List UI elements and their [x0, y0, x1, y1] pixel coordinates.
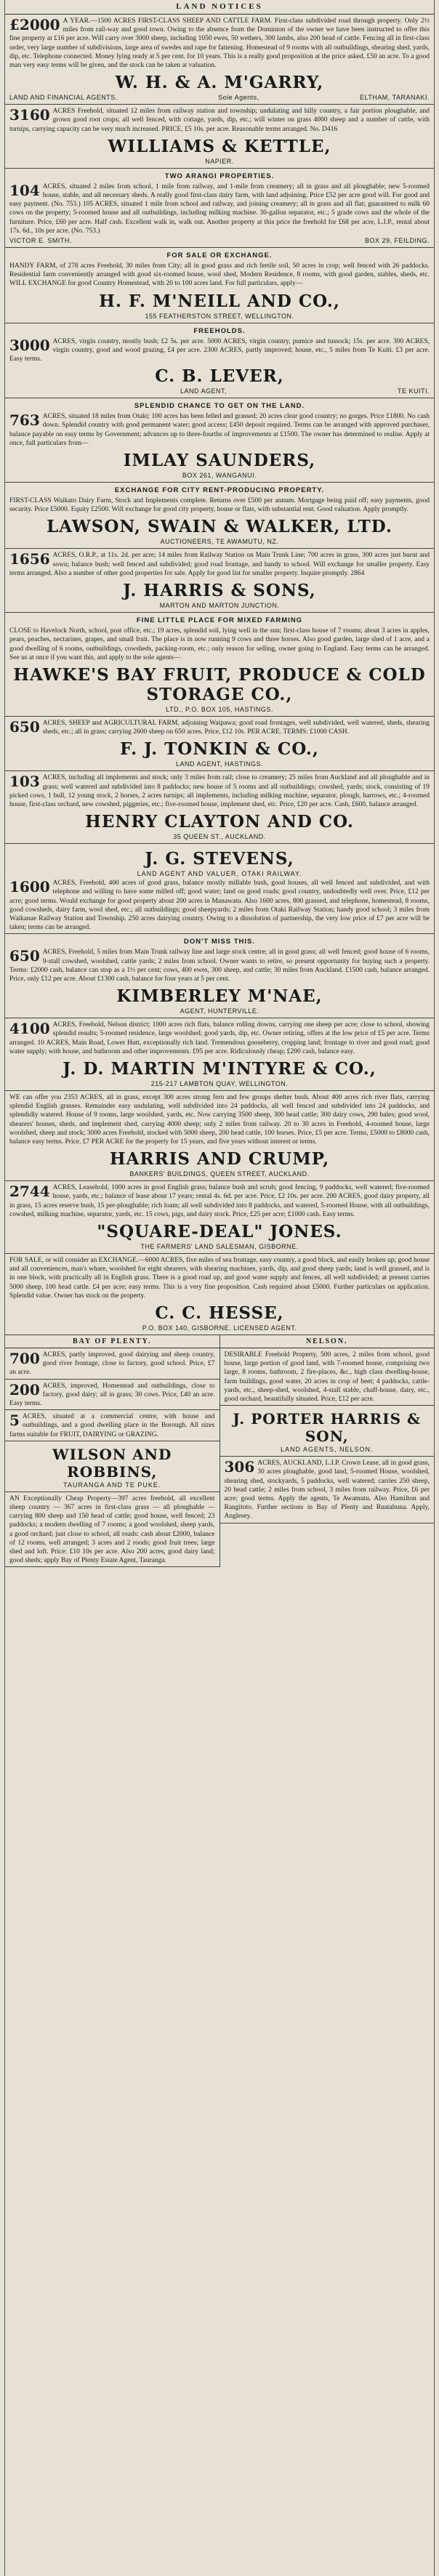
advertisement [5, 613, 434, 717]
advertisement [5, 934, 434, 1018]
ad-body [9, 262, 430, 289]
advertisement [5, 1441, 220, 1492]
advertisements [5, 15, 434, 1335]
ad-footer [9, 1243, 430, 1250]
advertisement [5, 549, 434, 613]
ad-body [9, 551, 430, 578]
ad-body [9, 948, 430, 983]
ad-text: ACRES, partly improved, good dairying and sheep country, good river frontage, close to factory, good school. Price, £7 an acre. [9, 1351, 215, 1377]
ad-text: DESIRABLE Freehold Property, 500 acres, 2 miles from school, good house, large portion of good land, with 7-roomed house, comprising two large, 8 rooms, bathroom, 2 fire-places, &c., high class dwelling-house, farm buildings, good water, 20 acres in crop of beet; 4 paddocks, cattle-yards, etc., sheep-shed, woolshed, 4-stall stable, chaff-house, dairy, etc., good orchard, beautifully situated. Price, £12 per acre. [224, 1351, 430, 1404]
ad-footer [9, 1170, 430, 1178]
left-column-title: BAY OF PLENTY. [5, 1335, 220, 1348]
footer-mid: 155 FEATHERSTON STREET, WELLINGTON. [145, 312, 294, 320]
left-column-ads [5, 1348, 220, 1567]
advertisement [5, 1410, 220, 1441]
ad-footer [9, 158, 430, 165]
ad-text: ACRES, improved, Homestead and outbuildings, close to factory, good dairy; all in grass; 30 cows. Price, £40 an acre. Easy terms. [9, 1382, 215, 1408]
right-column [220, 1335, 435, 1567]
ad-footer [9, 1080, 430, 1087]
ad-text: ACRES Freehold, situated 12 miles from railway station and township; undulating and hilly country, a fair portion ploughable, and grown good root crops; all well fenced, with cottage, yards, dip, etc.; will winter on grass 4000 sheep and a number of cattle, with turnips, carrying capacity can be very much increased. PRICE, £5 10s. per acre. Reasonable terms arranged. No. D416 [9, 108, 430, 133]
ad-body [9, 182, 430, 236]
ad-text: WE can offer you 2353 ACRES, all in grass, except 300 acres strong fern and few groups shelter bush. About 400 acres rich river flats, carrying splendid English grasses. Remainder easy undulating, well subdivided into 24 paddocks, all well fenced and subdivided into 24 paddocks, and splendidly watered. House of 9 rooms, large woolshed, yards, etc. Now carrying 3500 sheep, 300 head cattle; 300 dairy cows, 290 bales; good wool, shearers' houses, sheds, and implement shed, carrying 4000 sheep; only 2 miles from railway. 20 to 30 acres in Freehold, 4-roomed house, large woolshed, sheep and stock; 3000 acres Freehold, stocked with 5000 sheep, 200 head cattle, 100 horses. Price, £5 per acre. Terms, £5000 to £8000 cash, balance easy terms. Price, £7 PER ACRE for the property for 15 years, and five years without interest or terms. [9, 1093, 430, 1146]
agent-name: HARRIS AND CRUMP, [109, 1149, 330, 1170]
ad-footer [9, 538, 430, 545]
advertisement [5, 1181, 434, 1254]
ad-lead-number: 103 [9, 773, 40, 791]
advertisement [5, 105, 434, 169]
ad-footer [9, 760, 430, 768]
ad-text: ACRES, situated 2 miles from school, 1 mile from railway, and 1-mile from creamery; all in grass and all ploughable; new 5-roomed house, stable, and all necessary sheds. A really good first-class dairy farm, with land adjoining. Price £52 per acre good will. For good and easy payment. (No. 753.) 105 ACRES, situated 1 mile from school and railway, and joining creamery; all in grass and all flat; guaranteed to milk 60 cows on the property; 5-roomed house and all outbuildings, including milking machine. 30-gallon separator, etc.; 5 grade cows and the whole of the furniture. Price, £60 per acre. Half cash. Excellent walk in, walk out. Another property at this price the freehold for £68 per acre, L.I.P., rental about 17s. 6d., 10s per acre. (No. 753.) [9, 182, 430, 235]
ad-text: ACRES, AUCKLAND, L.I.P. Crown Lease, all in good grass, 30 acres ploughable, good land, 5-roomed House, woolshed, shearing shed, stockyards, 5 paddocks, well watered; carries 250 sheep, 20 head cattle; 2 miles from school, 3 miles from railway. Price, £6 per acre; good terms. Apply the agents, Te Awamutu. Also Hamilton and Rangitoto. Further sections in Bay of Plenty and Ruatahuna. Apply, Anglesey. [224, 1460, 430, 1521]
footer-mid: LAND AGENT, [180, 387, 227, 395]
ad-body [9, 412, 430, 448]
advertisement [220, 1457, 435, 1523]
agent-name: C. C. HESSE, [155, 1303, 284, 1324]
footer-mid: LAND AGENT, HASTINGS. [175, 760, 264, 768]
ad-text: FIRST-CLASS Waikato Dairy Farm, Stock and Implements complete. Returns over £500 per annum. Mortgage being paid off; easy payments, good security. Price £5000. Equity £2500. Will exchange for good city property, house or flats, with substantial rent. Good valuation. Apply promptly. [9, 497, 430, 514]
footer-mid: BOX 261, WANGANUI. [182, 472, 257, 480]
ad-heading: DON'T MISS THIS. [184, 938, 255, 946]
agent-name: W. H. & A. M'GARRY, [115, 73, 324, 93]
ad-text: ACRES, situated 18 miles from Otaki; 100 acres has been felled and grassed; 20 acres clear good country; no gorges. Price £1800. No cash down. Splendid country with good permanent water; good access; £450 deposit required. Terms can be arranged with approved purchaser, balance payable on easy terms by Government; advances up to three-fourths of improvements at £1500. The owner has determined to realise. Apply at once, full particulars from— [9, 413, 430, 447]
ad-lead-number: 104 [9, 181, 40, 199]
ad-body [9, 1256, 430, 1300]
agent-name: WILLIAMS & KETTLE, [108, 136, 331, 156]
ad-body [9, 1183, 430, 1219]
ad-body [9, 1021, 430, 1056]
ad-lead-number: 3000 [9, 336, 50, 354]
advertisement [5, 1091, 434, 1181]
ad-footer [9, 602, 430, 609]
ad-lead-number: 4100 [9, 1020, 50, 1038]
section-title: LAND NOTICES [5, 0, 434, 15]
footer-right: ELTHAM, TARANAKI. [359, 94, 430, 102]
ad-text: FOR SALE, or will consider an EXCHANGE.—6000 ACRES, five miles of sea frontage, easy country, a good block, and easily broken up; good house and all conveniences, man's whare, woolshed for eight shearers, with shearing machines, yards, dip, and good sheep yards; land is well grassed, and is in one block, with practically all in English grass. There is a good road up, and good water supply and fences, all well subdivided; at present carries 5000 sheep, 100 head cattle. £4 per acre; easy terms. This is a very fine proposition. Cash required about £5000. Further particulars on application. Splendid value. Owner has stock on the property. [9, 1257, 430, 1300]
ad-text: ACRES, Freehold, 5 miles from Main Trunk railway line and large stock centre; all in good grass; all well fenced; good house of 6 rooms, 9-stall cowshed, woolshed, cattle yards; 2 miles from school. Owner wants to retire, so present opportunity for buying such a property. Terms: £2000 cash, balance can stop as a 1½ per cent; cows, 400 ewes, 300 sheep, and cattle; 30 miles from Auckland. £1500 cash, balance arranged. Price, only £12 per acre. About £1300 cash, balance for four years at 5 per cent. [9, 949, 430, 983]
agent-name: HAWKE'S BAY FRUIT, PRODUCE & COLD STORAGE CO., [13, 664, 426, 704]
agent-name: H. F. M'NEILL AND CO., [99, 291, 340, 311]
ad-lead-number: 700 [9, 1350, 40, 1368]
ad-body [225, 1351, 430, 1404]
ad-text: A YEAR.—1500 ACRES FIRST-CLASS SHEEP AND CATTLE FARM. First-class subdivided road through property. Only 2½ miles from rail-way and good town. Owing to the absence from the Dominion of the owner we have been instructed to offer this fine property at £16 per acre. Will carry over 3000 sheep, including 1050 ewes, 50 wethers, 300 lambs, also 200 head of cattle. Fencing all in first-class order, very large number of subdivisions, large area of swedes and rape for fattening. Homestead of 9 rooms with all outbuildings, shearing shed, yards, dip, etc. Telephone connected. Money lying ready at 5 per cent. for 10 years. This is a really good proposition at the price asked, £50 an acre. To a good man very easy terms will be given, and the stock can be taken at valuation. [9, 17, 430, 70]
advertisement [220, 1348, 435, 1406]
agent-address: TAURANGA AND TE PUKE. [63, 1481, 161, 1489]
footer-mid: NAPIER. [205, 157, 234, 165]
advertisement [5, 1348, 220, 1380]
advertisement [5, 169, 434, 248]
footer-mid: 35 QUEEN ST., AUCKLAND. [173, 833, 266, 841]
agent-address: LAND AGENT AND VALUER, OTAKI RAILWAY. [137, 870, 302, 878]
agent-name: J. HARRIS & SONS, [123, 581, 316, 601]
agent-name: F. J. TONKIN & CO., [120, 739, 319, 760]
right-column-title: NELSON. [220, 1335, 435, 1348]
ad-lead-number: 763 [9, 411, 40, 430]
ad-lead-number: 1600 [9, 878, 50, 896]
agent-name: J. G. STEVENS, [145, 849, 294, 869]
footer-mid: LTD., P.O. BOX 105, HASTINGS. [166, 705, 273, 713]
ad-body [9, 1412, 215, 1439]
agent-name: J. D. MARTIN M'INTYRE & CO., [63, 1058, 376, 1079]
ad-text: CLOSE to Havelock North, school, post office, etc.; 19 acres, splendid soil, lying well in the sun; first-class house of 7 rooms; about 3 acres in apples, pears, peaches, nectarines, grapes, and small fruit. The place is in now running 9 cows and three horses. Also good garden, large shed of 1 acre, and a good dwelling of 6 rooms, outbuildings, cowsheds, packing-room, etc.; only reason for selling, owner going to England. Easy terms can be arranged. See us at once if you want this, and apply to the sole agents— [9, 627, 430, 661]
footer-left: LAND AND FINANCIAL AGENTS. [9, 94, 118, 102]
ad-heading: FOR SALE OR EXCHANGE. [166, 251, 273, 260]
agent-address: LAND AGENTS, NELSON. [280, 1446, 374, 1454]
footer-mid: THE FARMERS' LAND SALESMAN, GISBORNE. [140, 1243, 299, 1250]
advertisement [5, 771, 434, 844]
footer-mid: AGENT, HUNTERVILLE. [180, 1007, 259, 1015]
ad-footer [9, 387, 430, 395]
advertisement [5, 717, 434, 771]
footer-mid: 215-217 LAMBTON QUAY, WELLINGTON. [150, 1079, 289, 1087]
ad-heading: SPLENDID CHANCE TO GET ON THE LAND. [134, 402, 305, 411]
agent-name: IMLAY SAUNDERS, [123, 451, 316, 471]
ad-body [9, 337, 430, 364]
ad-body [9, 17, 430, 70]
ad-lead-number: 650 [9, 717, 40, 736]
advertisement [5, 248, 434, 323]
advertisement [5, 1492, 220, 1568]
ad-body [9, 496, 430, 514]
ad-lead-number: 650 [9, 947, 40, 965]
footer-mid: P.O. BOX 140, GISBORNE. LICENSED AGENT. [142, 1324, 297, 1332]
agent-name: WILSON AND ROBBINS, [52, 1445, 172, 1481]
ad-body [9, 879, 430, 932]
ad-body [9, 1382, 215, 1409]
advertisement [5, 483, 434, 549]
ad-body [9, 1351, 215, 1377]
ad-body [9, 773, 430, 809]
ad-lead-number: 3160 [9, 106, 50, 124]
footer-right: BOX 29, FEILDING. [364, 237, 430, 245]
footer-mid: BANKERS' BUILDINGS, QUEEN STREET, AUCKLAND. [129, 1170, 310, 1178]
ad-text: AN Exceptionally Cheap Property—397 acres freehold, all excellent sheep country — 367 acres in first-class grass — all ploughable — carrying 800 sheep and 150 head of cattle; good house, well fenced; 23 paddocks; a modern dwelling of 7 rooms; a good woolshed, sheep yards, a good orchard; just close to school, all roads: cash about £2000, balance of 12 rooms, well arranged; 3 acres and 2 roods; good fruit trees; large shed and loft. Price: £10 10s per acre. Also 200 acres, good dairy land; good sheds; apply Bay of Plenty Estate Agent, Tauranga. [9, 1494, 215, 1565]
ad-body [225, 1459, 430, 1521]
agent-name: "SQUARE-DEAL" JONES. [97, 1222, 342, 1241]
ad-heading: TWO ARANGI PROPERTIES. [164, 172, 275, 180]
ad-text: HANDY FARM, of 278 acres Freehold, 30 miles from City; all in good grass and rich fertile soil, 50 acres in crop; well fenced with 26 paddocks. Residential farm conveniently arranged with good six-roomed house, wool shed, Modern Residence, 8 rooms, with good garden, stables, sheds, etc. WILL EXCHANGE for good Country Homestead, with 20 to 100 acres land. For full particulars, apply— [9, 262, 430, 288]
ad-lead-number: 5 [9, 1412, 20, 1430]
ad-body [9, 719, 430, 736]
ad-body [9, 1093, 430, 1146]
ad-text: ACRES, situated at a commercial centre, with house and outbuildings, and a good dwelling place in the Borough. All sizes farms suitable for FRUIT, DAIRYING or GRAZING. [9, 1413, 215, 1438]
ad-text: ACRES, Leasehold, 1000 acres in good English grass; balance bush and scrub; good fencing, 9 paddocks, well watered; five-roomed house, yards, etc.; balance of lease about 17 years; rental 4s. 6d. per acre. Price, £2 10s. per acre. 200 ACRES, good dairy property, all in grass, 15 acres reserve bush, 15 per-ploughable; rich loam; all well subdivided into 8 paddocks, and watered, 5-roomed House, with all outbuildings, cowshed, milking machine, separator, yards, etc. 15 cows, pigs, and dairy stock. Price, £25 per acre; £1000 cash. Easy terms. [9, 1184, 430, 1218]
ad-footer [9, 472, 430, 479]
ad-heading: EXCHANGE FOR CITY RENT-PRODUCING PROPERTY. [114, 486, 325, 495]
footer-left: VICTOR E. SMITH. [9, 237, 72, 245]
footer-mid: MARTON AND MARTON JUNCTION. [159, 602, 280, 610]
advertisement [5, 1018, 434, 1091]
advertisement [5, 1380, 220, 1411]
ad-text: ACRES, Freehold, 400 acres of good grass, balance mostly millable bush, good houses, all well fenced and subdivided, and with telephone and willing to have some milled off; good water; land on good roads; good country, undoubtedly well over. Price, £12 per acre; good terms. Would exchange for good property about 200 acres in Manawatu. Also 1600 acres, 800 grassed, and telephone, homestead, 8 rooms, good cowsheds, dairy farm, wool shed, etc.; all outbuildings; good sheepyards; 2 miles from Otaki Railway Station; handy good school; 3 miles from Waikanae Railway Station and Township. 250 acres dairying country. Owing to a dissolution of partnership, the very low price of £7 per acre will be taken; terms can be arranged. [9, 880, 430, 932]
advertisement [5, 1254, 434, 1335]
ad-text: ACRES, SHEEP and AGRICULTURAL FARM, adjoining Waipawa; good road frontages, well subdivided, well watered, sheds, shearing sheds, etc.; all in grass; carrying 2600 sheep on 650 acres. Price, £12 10s. PER ACRE. TERMS: £1000 CASH. [42, 719, 430, 736]
agent-name: J. PORTER HARRIS & SON, [233, 1410, 422, 1446]
ad-footer [9, 237, 430, 244]
agent-name: HENRY CLAYTON AND CO. [85, 812, 354, 832]
footer-right: TE KUITI. [397, 387, 430, 395]
footer-mid: AUCTIONEERS, TE AWAMUTU, NZ. [160, 538, 279, 546]
ad-footer [9, 1324, 430, 1332]
bottom-two-columns [5, 1335, 434, 1567]
newspaper-page [4, 0, 435, 2576]
ad-text: ACRES, Freehold, Nelson district; 1000 acres rich flats, balance rolling downs, carrying one sheep per acre; close to school, showing splendid results; 5-roomed residence, large woolshed; good yards, dip, etc. Owner retiring, offers at the low price of £5 per acre. Terms arranged. 10 ACRES, Main Road, Lower Hutt, exceptionally rich land. Tremendous gooseberry, cropping land; frontage to river and good road; good water supply; with house, and bathroom and other improvements. £95 per acre. Ridiculously cheap; £200 cash, balance easy. [9, 1021, 430, 1055]
agent-name: KIMBERLEY M'NAE, [116, 986, 323, 1007]
right-column-ads [220, 1348, 435, 1524]
advertisement [220, 1406, 435, 1457]
ad-lead-number: 200 [9, 1380, 40, 1398]
ad-lead-number: 2744 [9, 1183, 50, 1201]
ad-footer [9, 313, 430, 320]
ad-footer [9, 833, 430, 840]
ad-text: ACRES, virgin country, mostly bush; £2 5s. per acre. 5000 ACRES, virgin country, pumice and tussock; 15s. per acre. 300 ACRES, virgin country, good and wood grazing, £4 per acre. 2300 ACRES, partly improved; house, etc., 5 miles from Te Kuiti. £3 per acre. Easy terms. [9, 337, 430, 363]
advertisement [5, 15, 434, 105]
ad-footer [9, 94, 430, 101]
left-column [5, 1335, 220, 1567]
ad-text: ACRES, O.R.P., at 11s. 2d. per acre; 14 miles from Railway Station on Main Trunk Line; 700 acres in grass, 300 acres just burnt and sown; balance bush; well fenced and subdivided; good road frontage, and handy to school. Will exchange for smaller property. Easy terms arranged. Also a number of other good properties for sale. Apply for good list for smaller property. Inquire promptly. 2864 [9, 552, 430, 577]
ad-lead-number: 1656 [9, 550, 50, 568]
ad-body [9, 107, 430, 134]
advertisement [5, 323, 434, 399]
advertisement [5, 844, 434, 934]
ad-body [9, 627, 430, 662]
ad-body [9, 1494, 215, 1566]
agent-name: LAWSON, SWAIN & WALKER, LTD. [47, 517, 392, 537]
ad-text: ACRES, including all implements and stock; only 3 miles from rail; close to creamery; 25 miles from Auckland and all ploughable and in grass; well watered and subdivided into 8 paddocks; new house of 5 rooms and all outbuildings; cowshed, yards; stock, consisting of 19 picked cows, 1 bull, 12 young stock, 2 horses, 2 acres turnips; all implements, including milking machine, separator, plough, harrows, etc.; 4-roomed house, first-class orchard, new cowshed, piggeries, etc.; five-roomed house, implement shed, etc. Price, £20 per acre. Cash, £600, balance arranged. [9, 774, 430, 808]
ad-footer [9, 706, 430, 713]
ad-lead-number: 306 [224, 1458, 255, 1476]
ad-footer [9, 1007, 430, 1015]
ad-heading: FINE LITTLE PLACE FOR MIXED FARMING [136, 616, 303, 625]
ad-lead-number: £2000 [9, 16, 60, 33]
footer-mid: Sole Agents, [218, 94, 259, 102]
ad-heading: FREEHOLDS. [193, 326, 246, 335]
advertisement [5, 398, 434, 483]
agent-name: C. B. LEVER, [155, 366, 284, 387]
